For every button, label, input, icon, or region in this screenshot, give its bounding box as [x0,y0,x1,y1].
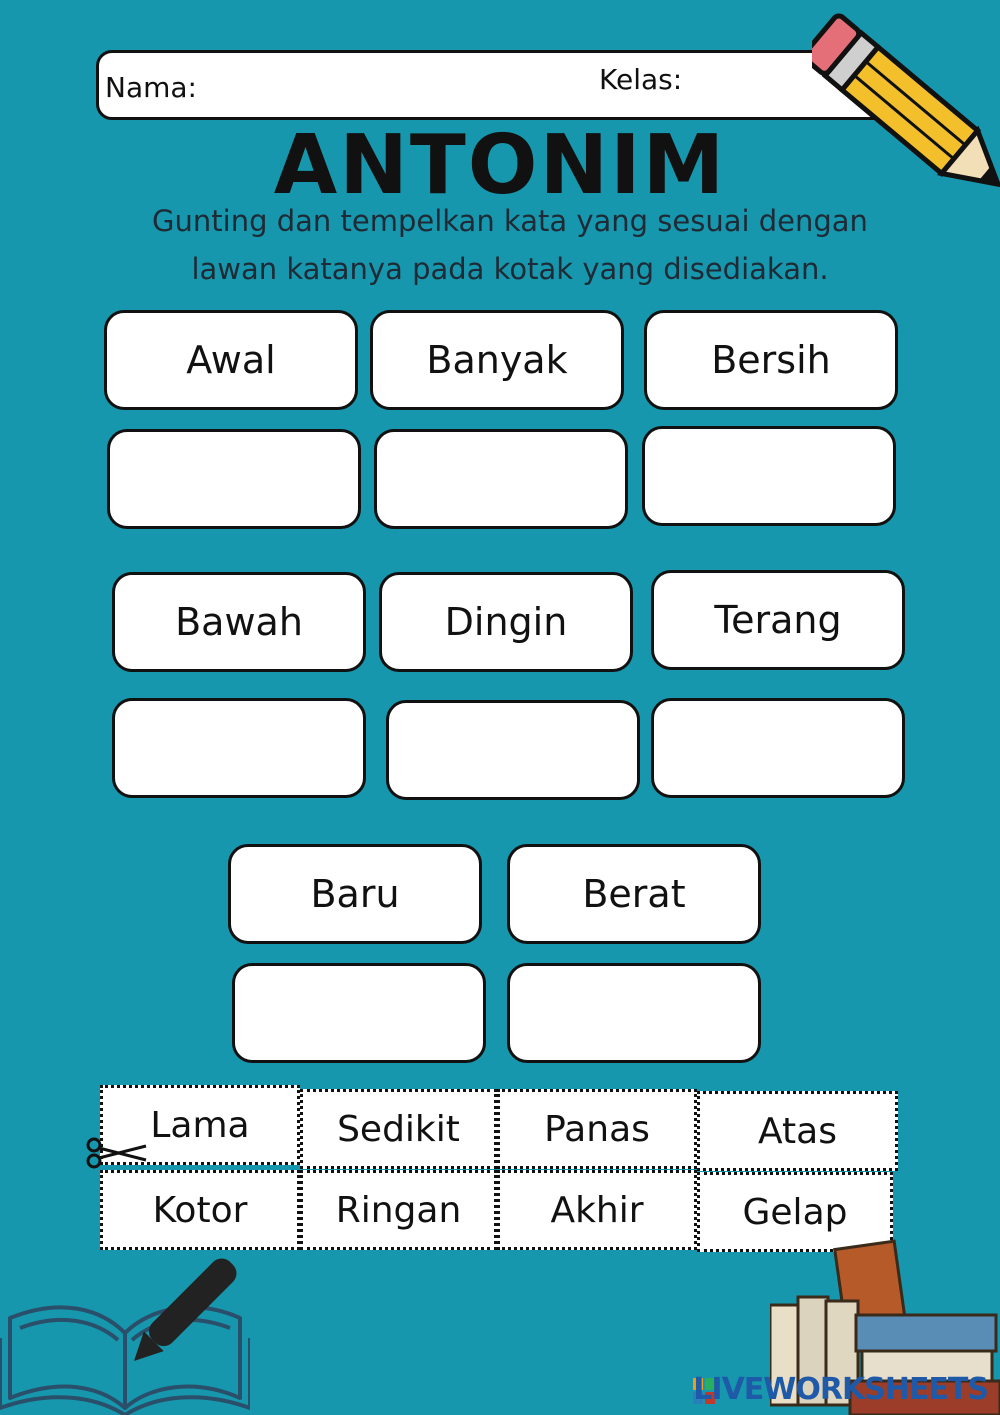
cutout-akhir[interactable]: Akhir [497,1170,697,1250]
word-box-banyak: Banyak [370,310,624,410]
brand-watermark: LIVEWORKSHEETS [693,1372,988,1407]
class-label: Kelas: [599,63,683,96]
instruction-line-2: lawan katanya pada kotak yang disediakan. [191,252,829,286]
answer-box-6[interactable] [651,698,905,798]
answer-box-2[interactable] [374,429,628,529]
answer-box-8[interactable] [507,963,761,1063]
word-box-dingin: Dingin [379,572,633,672]
cutout-atas[interactable]: Atas [697,1091,898,1171]
answer-box-7[interactable] [232,963,486,1063]
page-title: ANTONIM [273,118,727,213]
cutout-gelap[interactable]: Gelap [697,1172,893,1252]
word-box-awal: Awal [104,310,358,410]
answer-box-3[interactable] [642,426,896,526]
word-box-terang: Terang [651,570,905,670]
word-box-baru: Baru [228,844,482,944]
word-box-bawah: Bawah [112,572,366,672]
word-box-berat: Berat [507,844,761,944]
word-box-bersih: Bersih [644,310,898,410]
cutout-sedikit[interactable]: Sedikit [300,1089,497,1169]
cutout-ringan[interactable]: Ringan [300,1170,497,1250]
cutout-lama[interactable]: Lama [100,1085,300,1165]
instruction-line-1: Gunting dan tempelkan kata yang sesuai dengan [152,204,868,238]
answer-box-5[interactable] [386,700,640,800]
marker-icon [100,1250,250,1390]
name-label: Nama: [105,71,197,104]
cutout-panas[interactable]: Panas [497,1089,697,1169]
scissors-icon [84,1136,154,1170]
name-class-box [96,50,890,120]
cutout-kotor[interactable]: Kotor [100,1170,300,1250]
answer-box-1[interactable] [107,429,361,529]
answer-box-4[interactable] [112,698,366,798]
